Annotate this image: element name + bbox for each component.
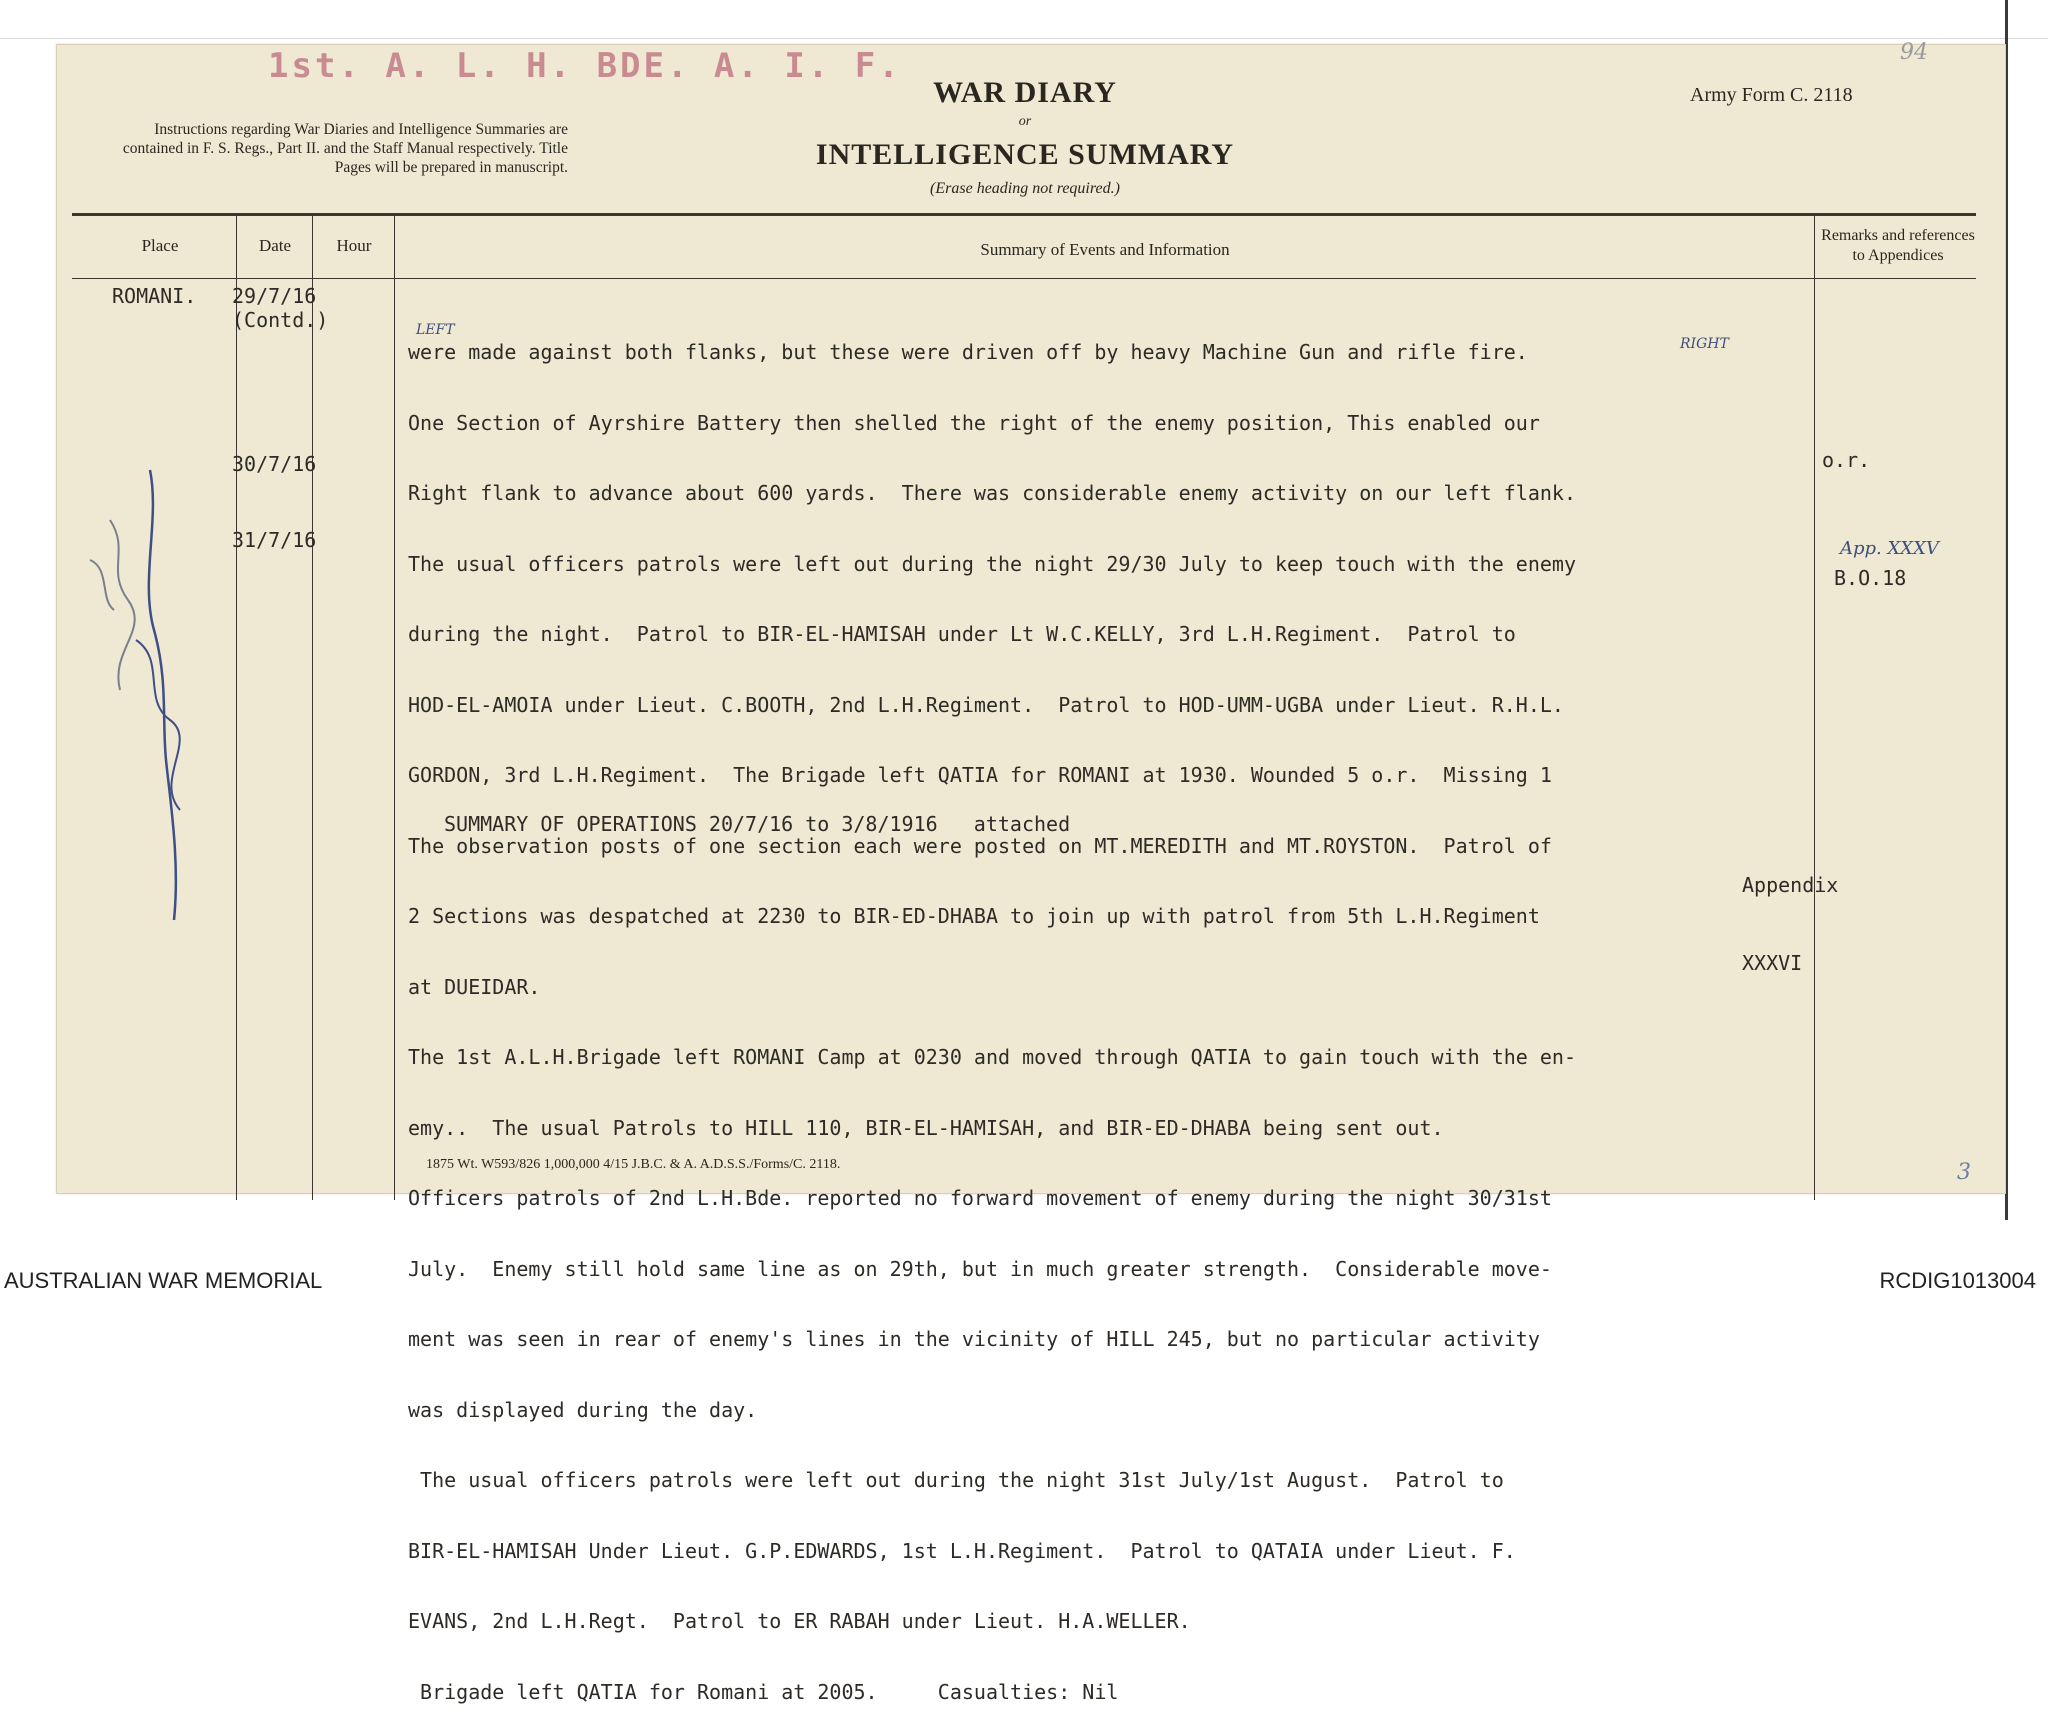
header-rule [72, 213, 1976, 216]
summary-of-operations: SUMMARY OF OPERATIONS 20/7/16 to 3/8/1916 attached [444, 812, 1071, 836]
date-entry: 31/7/16 [232, 528, 317, 552]
summary-line: Brigade left QATIA for Romani at 2005. Casualties: Nil [408, 1679, 1119, 1704]
page-number: 3 [1957, 1160, 1971, 1185]
column-header-hour: Hour [336, 236, 372, 255]
remark-appendix-ref: App. XXXV [1840, 538, 1939, 559]
summary-line: ment was seen in rear of enemy's lines in the vicinity of HILL 245, but no particular activity [408, 1327, 1540, 1351]
summary-line: July. Enemy still hold same line as on 29th, but in much greater strength. Considerable move- [408, 1256, 1552, 1281]
column-divider-summary [1814, 215, 1815, 1200]
title-or: or [1018, 114, 1032, 129]
remark-or: o.r. [1822, 448, 1871, 472]
summary-line: HOD-EL-AMOIA under Lieut. C.BOOTH, 2nd L.H.Regiment. Patrol to HOD-UMM-UGBA under Lieut. R.H.L. [408, 692, 1564, 717]
column-divider-hour [394, 215, 395, 1200]
summary-line: 2 Sections was despatched at 2230 to BIR-ED-DHABA to join up with patrol from 5th L.H.Regiment [408, 904, 1540, 928]
column-header-rule [72, 278, 1976, 279]
appendix-reference [1742, 820, 1838, 1002]
summary-line: were made against both flanks, but these were driven off by heavy Machine Gun and rifle fire. [408, 340, 1528, 364]
place-entry: ROMANI. [112, 284, 197, 308]
summary-line: EVANS, 2nd L.H.Regt. Patrol to ER RABAH under Lieut. H.A.WELLER. [408, 1609, 1191, 1633]
form-print-imprint: 1875 Wt. W593/826 1,000,000 4/15 J.B.C. & A. A.D.S.S./Forms/C. 2118. [426, 1157, 841, 1172]
summary-line: The usual officers patrols were left out during the night 31st July/1st August. Patrol to [408, 1468, 1504, 1492]
column-header-place: Place [141, 236, 179, 255]
remark-brigade-order: B.O.18 [1834, 566, 1907, 590]
brigade-stamp: 1st. A. L. H. BDE. A. I. F. [268, 46, 902, 86]
summary-line: The usual officers patrols were left out during the night 29/30 July to keep touch with the enemy [408, 551, 1576, 576]
archive-reference: RCDIG1013004 [1879, 1268, 2036, 1293]
summary-line: Right flank to advance about 600 yards. There was considerable enemy activity on our left flank. [408, 481, 1576, 505]
summary-line: The observation posts of one section each were posted on MT.MEREDITH and MT.ROYSTON. Patrol of [408, 833, 1552, 858]
summary-line: Officers patrols of 2nd L.H.Bde. reported no forward movement of enemy during the night 30/31st [408, 1186, 1552, 1210]
date-entry: 29/7/16 [232, 284, 317, 308]
page-title: WAR DIARY [933, 76, 1117, 109]
summary-line: was displayed during the day. [408, 1397, 758, 1422]
appendix-label: Appendix [1742, 873, 1839, 897]
summary-line: The 1st A.L.H.Brigade left ROMANI Camp at 0230 and moved through QATIA to gain touch with the en- [408, 1045, 1576, 1069]
column-divider-date [312, 215, 313, 1200]
column-header-summary: Summary of Events and Information [980, 240, 1230, 259]
column-header-date: Date [258, 236, 292, 255]
title-note: (Erase heading not required.) [930, 180, 1120, 197]
handwritten-correction: RIGHT [1680, 336, 1729, 352]
handwritten-correction: LEFT [416, 322, 455, 338]
instructions-text: Instructions regarding War Diaries and Intelligence Summaries are contained in F. S. Regs., Part II. and the Staff Manual respectively. Title Pages will be prepared in manuscript. [122, 121, 568, 176]
summary-line: BIR-EL-HAMISAH Under Lieut. G.P.EDWARDS, 1st L.H.Regiment. Patrol to QATAIA under Lieut. F. [408, 1538, 1516, 1563]
summary-line: GORDON, 3rd L.H.Regiment. The Brigade left QATIA for ROMANI at 1930. Wounded 5 o.r. Missing 1 [408, 763, 1552, 787]
page-subtitle: INTELLIGENCE SUMMARY [815, 138, 1235, 171]
archive-caption: AUSTRALIAN WAR MEMORIAL [4, 1268, 323, 1293]
summary-line: One Section of Ayrshire Battery then shelled the right of the enemy position, This enabled our [408, 410, 1540, 435]
date-entry: 30/7/16 [232, 452, 317, 476]
summary-line: emy.. The usual Patrols to HILL 110, BIR-EL-HAMISAH, and BIR-ED-DHABA being sent out. [408, 1115, 1444, 1140]
handwritten-signature [70, 460, 200, 940]
date-entry: (Contd.) [232, 308, 329, 332]
summary-line: during the night. Patrol to BIR-EL-HAMISAH under Lt W.C.KELLY, 3rd L.H.Regiment. Patrol to [408, 622, 1516, 646]
summary-entries [408, 294, 1576, 1728]
scan-top-rule [0, 38, 2048, 39]
army-form-number: Army Form C. 2118 [1690, 84, 1853, 106]
page-mark: 94 [1900, 40, 1928, 65]
column-header-remarks: Remarks and references to Appendices [1821, 227, 1975, 264]
column-divider-place [236, 215, 237, 1200]
appendix-number: XXXVI [1742, 951, 1803, 975]
summary-line: at DUEIDAR. [408, 974, 541, 999]
